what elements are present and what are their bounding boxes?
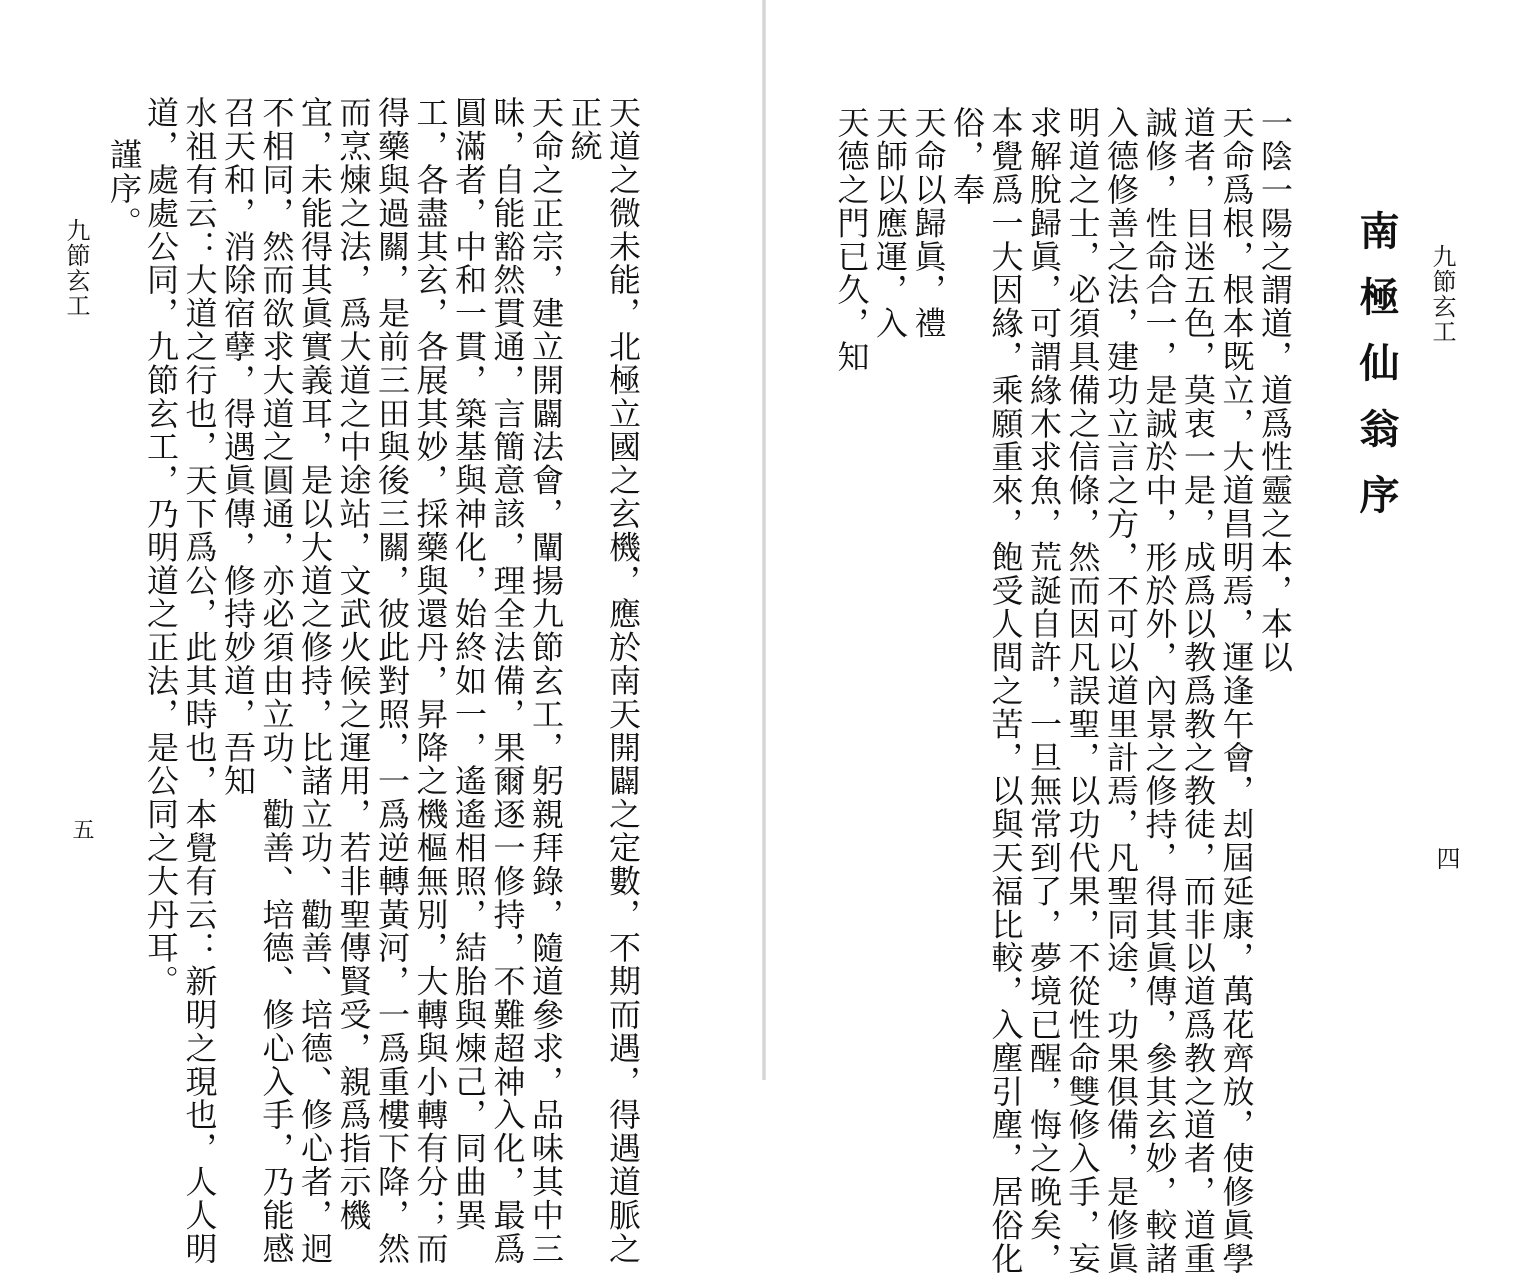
left-page-body-text: 天道之微未能，北極立國之玄機，應於南天開闢之定數，不期而遇，得遇道脈之 正統 天命之正宗，建立開闢法會，闡揚九節玄工，躬親拜錄，隨道參求，品味其中三 昧，自能豁然貫通，言簡意該，理全法備，果爾逐一修持，不難超神入化，最爲 圓滿者，中和一貫，築基與神化，始終如一，遙遙相照，結胎與煉己，同曲異 工，各盡其玄，各展其妙，採藥與還丹，昇降之機樞無別，大轉與小轉有分；而 得藥與過關，是前三田與後三關，彼此對照，一爲逆轉黃河，一爲重樓下降，然 而烹煉之法，爲大道之中途站，文武火候之運用，若非聖傳賢受，親爲指示機 宜，未能得其眞實義耳，是以大道之修持，比諸立功、勸善、培德、修心者，迥 不相同，然而欲求大道之圓通，亦必須由立功、勸善、培德、修心入手，乃能感 召天和，消除宿孽，得遇眞傳，修持妙道，吾知 水祖有云：大道之行也，天下爲公，此其時也，本覺有云：新明之現也，人人明 道，處處公同，九節玄工，乃明道之正法，是公同之大丹耳。	[142, 96, 642, 1265]
left-page-number: 五	[69, 818, 94, 842]
closing-text: 謹序。	[105, 138, 143, 240]
right-page-number: 四	[1432, 846, 1460, 872]
right-page-body-text: 一陰一陽之謂道，道爲性靈之本，本以 天命爲根，根本既立，大道昌明焉，運逢午會，刦屆延康，萬花齊放，使修眞學 道者，目迷五色，莫衷一是，成爲以教爲教之教徒，而非以道爲教之道者，道重 誠修，性命合一，是誠於中，形於外，內景之修持，得其眞傳，參其玄妙，較諸 入德修善之法，建功立言之方，不可以道里計焉，凡聖同途，功果俱備，是修眞 明道之士，必須具備之信條，然而因凡誤聖，以功代果，不從性命雙修入手，妄 求解脫歸眞，可謂緣木求魚，荒誕自許，一旦無常到了，夢境已醒，悔之晚矣， 本覺爲一大因緣，乘願重來，飽受人間之苦，以與天福比較，入塵引塵，居俗化 俗，奉 天命以歸眞，禮 天師以應運，入 天德之門已久，知	[832, 106, 1294, 1275]
right-page	[766, 0, 1529, 1275]
right-running-header: 九節玄工	[1428, 244, 1456, 344]
preface-title: 南極仙翁序	[1353, 210, 1400, 540]
left-running-header: 九節玄工	[62, 218, 90, 318]
left-page	[0, 0, 762, 1265]
